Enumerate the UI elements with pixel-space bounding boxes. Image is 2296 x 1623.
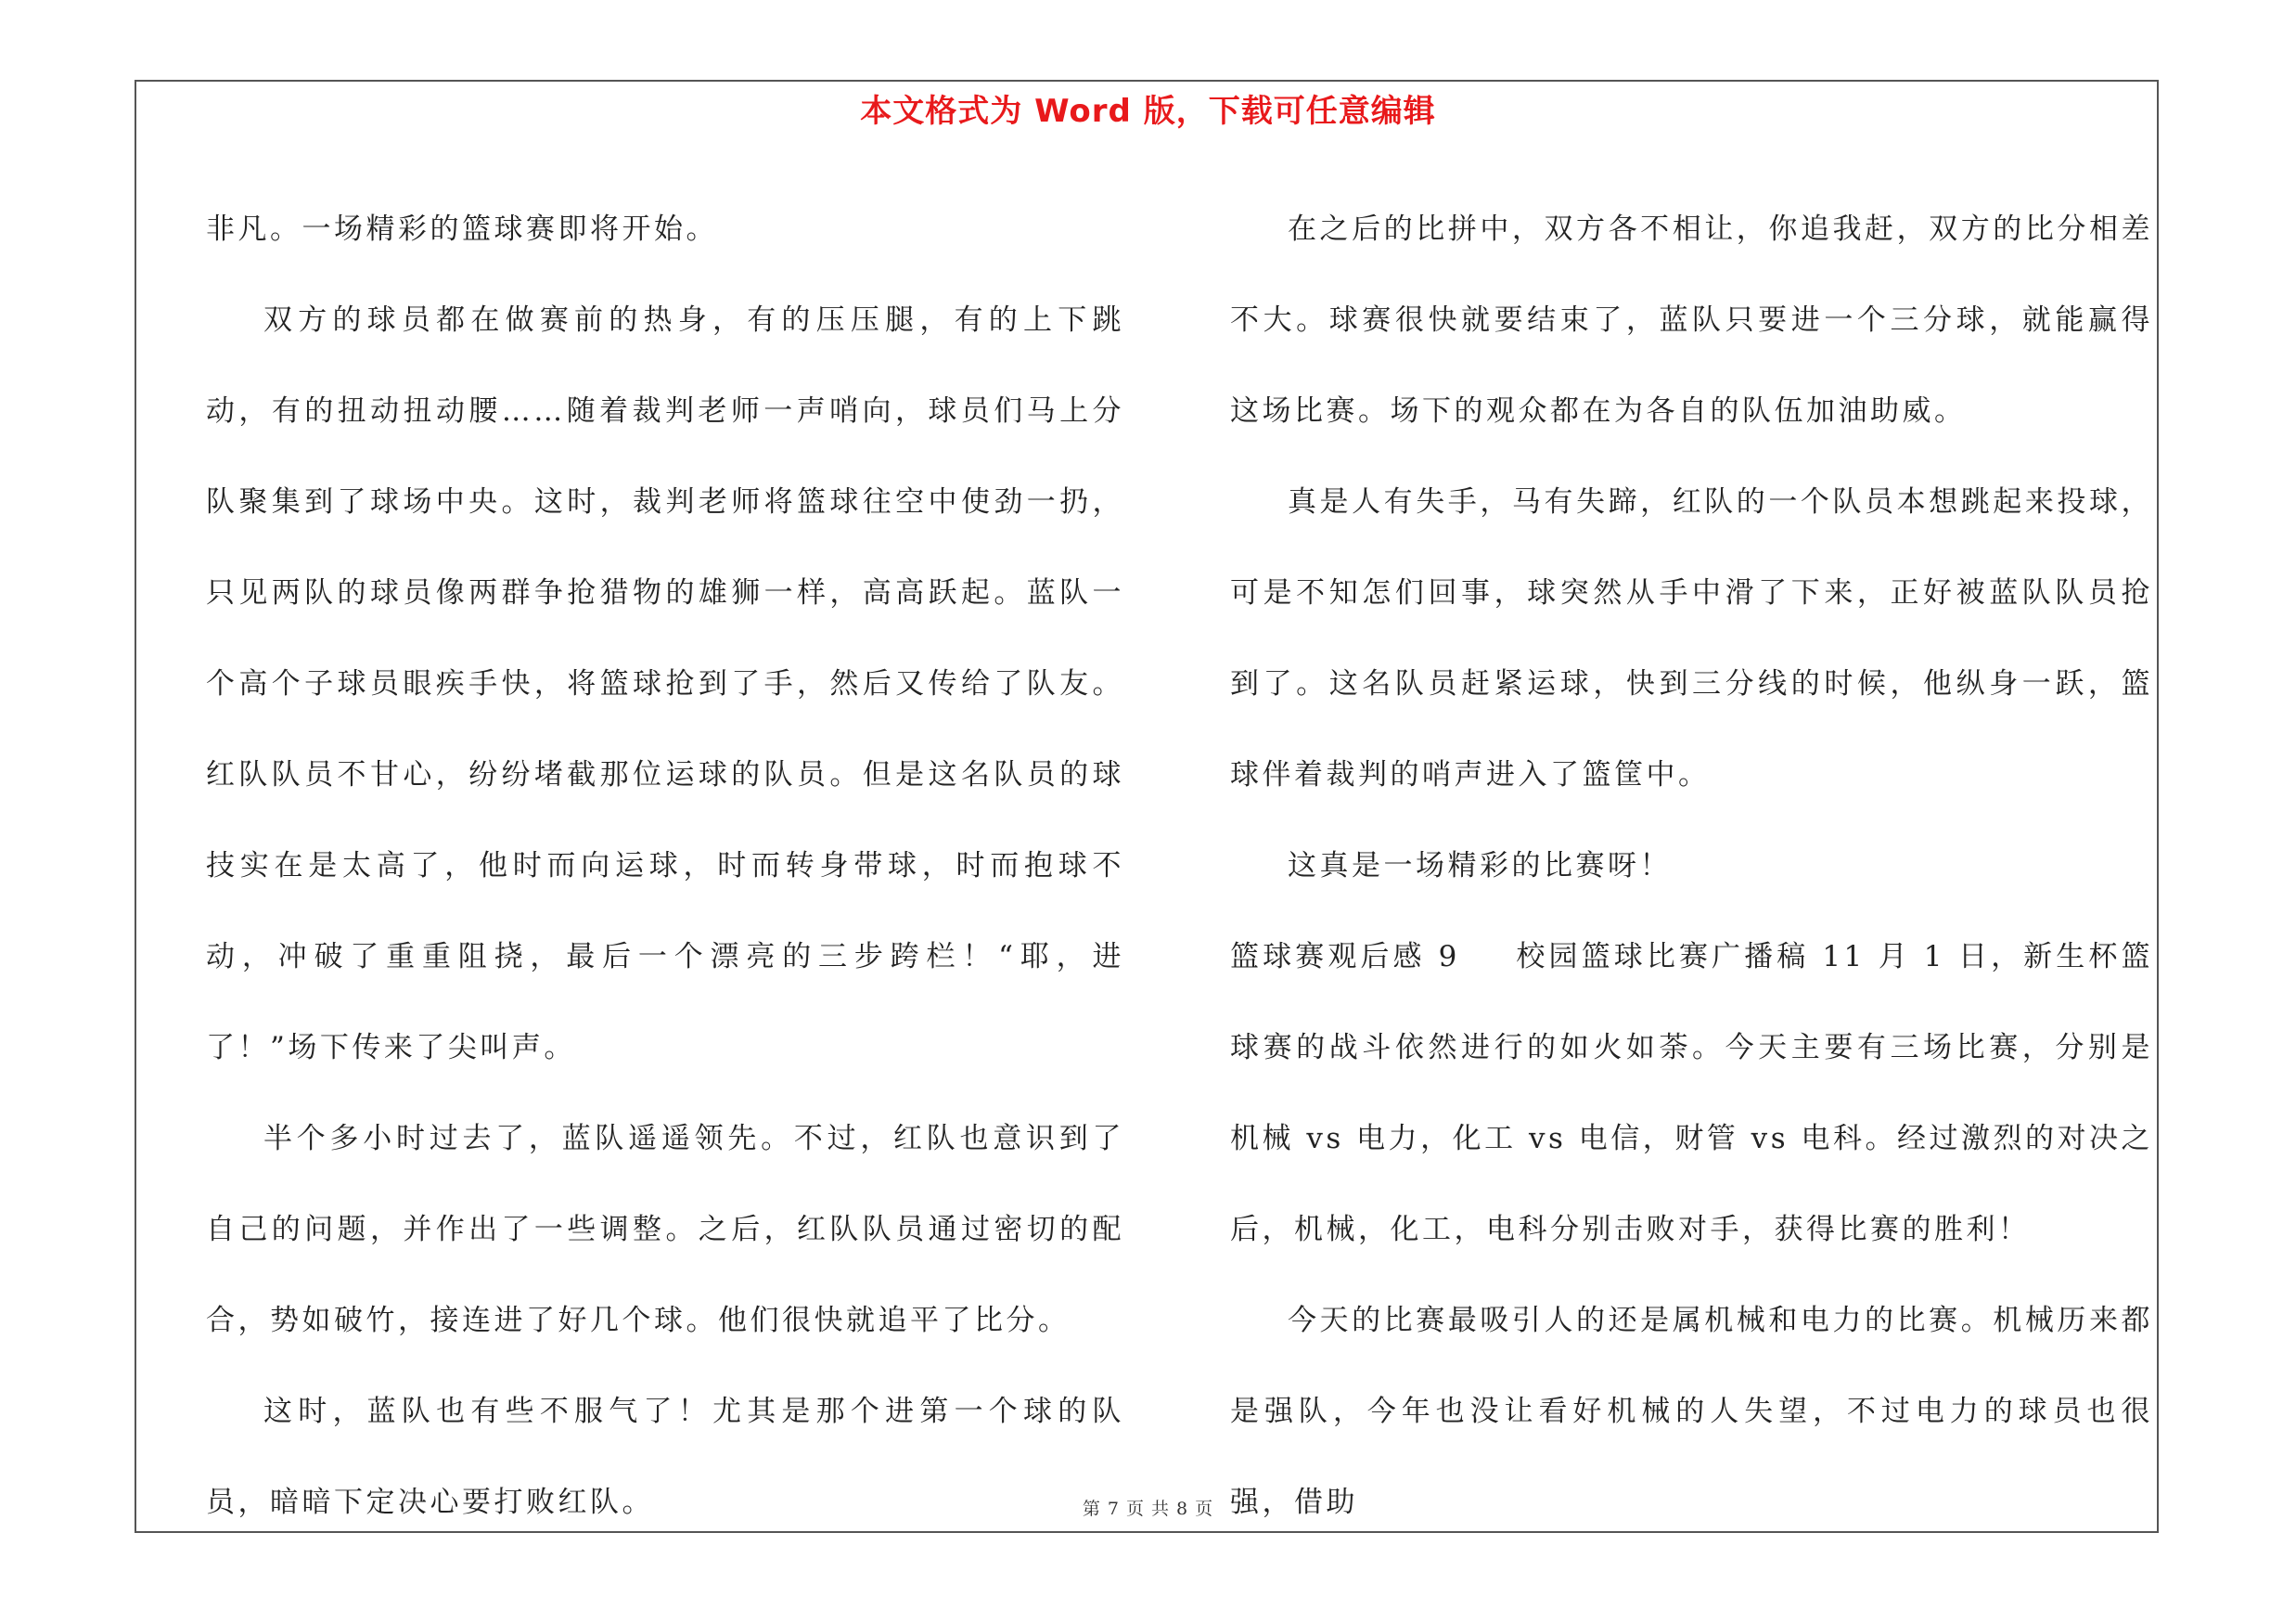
essay-title: 篮球赛观后感 9 (1230, 940, 1460, 973)
paragraph: 非凡。一场精彩的篮球赛即将开始。 (206, 213, 718, 246)
essay-heading-paragraph (1230, 911, 2153, 1275)
paragraph: 半个多小时过去了，蓝队遥遥领先。不过，红队也意识到了自己的问题，并作出了一些调整。之后，红队队员通过密切的配合，势如破竹，接连进了好几个球。他们很快就追平了比分。 (206, 1122, 1124, 1337)
paragraph: 这真是一场精彩的比赛呀！ (1288, 849, 1672, 882)
paragraph: 这时，蓝队也有些不服气了！尤其是那个进第一个球的队员，暗暗下定决心要打败红队。 (206, 1395, 1124, 1519)
left-text-column (206, 184, 1124, 1548)
paragraph: 双方的球员都在做赛前的热身，有的压压腿，有的上下跳动，有的扭动扭动腰……随着裁判老师一声哨向，球员们马上分队聚集到了球场中央。这时，裁判老师将篮球往空中使劲一扔，只见两队的球员像两群争抢猎物的雄狮一样，高高跃起。蓝队一个高个子球员眼疾手快，将篮球抢到了手，然后又传给了队友。红队队员不甘心，纷纷堵截那位运球的队员。但是这名队员的球技实在是太高了，他时而向运球，时而转身带球，时而抱球不动，冲破了重重阻挠，最后一个漂亮的三步跨栏！“耶，进了！”场下传来了尖叫声。 (206, 303, 1124, 1064)
essay-body: 校园篮球比赛广播稿 11 月 1 日，新生杯篮球赛的战斗依然进行的如火如荼。今天主要有三场比赛，分别是机械 vs 电力，化工 vs 电信，财管 vs 电科。经过激烈的对决之后，机械，化工，电科分别击败对手，获得比赛的胜利！ (1230, 940, 2153, 1246)
word-format-banner: 本文格式为 Word 版，下载可任意编辑 (860, 93, 1436, 130)
paragraph: 今天的比赛最吸引人的还是属机械和电力的比赛。机械历来都是强队，今年也没让看好机械的人失望，不过电力的球员也很强，借助 (1230, 1304, 2153, 1519)
paragraph: 在之后的比拼中，双方各不相让，你追我赶，双方的比分相差不大。球赛很快就要结束了，蓝队只要进一个三分球，就能赢得这场比赛。场下的观众都在为各自的队伍加油助威。 (1230, 213, 2153, 428)
paragraph: 真是人有失手，马有失蹄，红队的一个队员本想跳起来投球，可是不知怎们回事，球突然从手中滑了下来，正好被蓝队队员抢到了。这名队员赶紧运球，快到三分线的时候，他纵身一跃，篮球伴着裁判的哨声进入了篮筐中。 (1230, 485, 2153, 792)
page-number: 第 7 页 共 8 页 (1082, 1499, 1214, 1519)
right-text-column (1230, 184, 2153, 1548)
